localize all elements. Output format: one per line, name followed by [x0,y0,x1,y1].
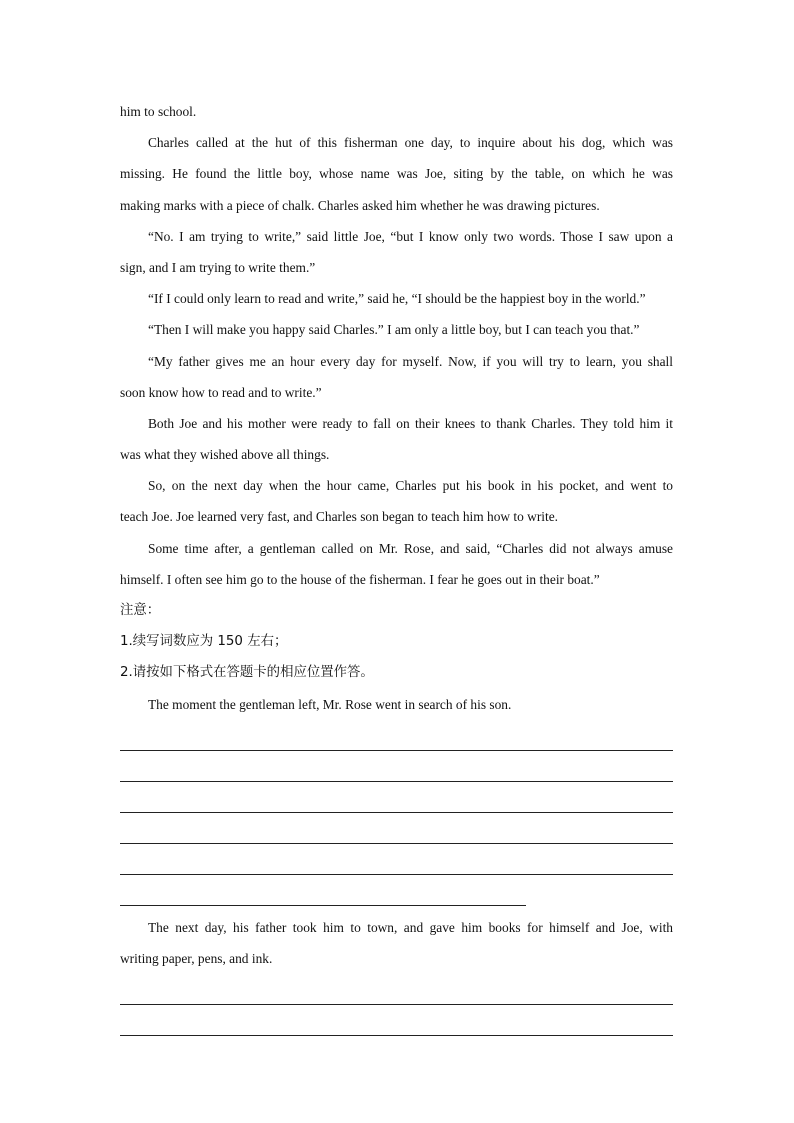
answer-line[interactable] [120,974,673,1005]
paragraph-line: Some time after, a gentleman called on Mr. Rose, and said, “Charles did not always amuse [148,540,673,556]
paragraph-line: missing. He found the little boy, whose name was Joe, siting by the table, on which he was [120,166,673,182]
paragraph-line: “No. I am trying to write,” said little Joe, “but I know only two words. Those I saw upon a [148,228,673,244]
page-content [120,96,673,1036]
story-paragraph [120,346,673,408]
paragraph-line: teach Joe. Joe learned very fast, and Charles son began to teach him how to write. [120,509,559,525]
notes-heading: 注意： [120,603,161,618]
story-paragraph [120,533,673,595]
answer-line[interactable] [120,782,673,813]
note-item: 1.续写词数应为 150 左右； [120,634,288,650]
story-paragraph [120,314,673,345]
answer-line[interactable] [120,844,673,875]
answer-line[interactable] [120,1005,673,1036]
continuation-prompt-second [120,912,673,974]
paragraph-line: Both Joe and his mother were ready to fall on their knees to thank Charles. They told him it [148,415,673,431]
paragraph-line: himself. I often see him go to the house of the fisherman. I fear he goes out in their boat.” [120,571,600,587]
paragraph-line: “My father gives me an hour every day for myself. Now, if you will try to learn, you shall [148,353,673,369]
story-paragraph [120,221,673,283]
paragraph-line: sign, and I am trying to write them.” [120,259,316,275]
paragraph-line: him to school. [120,104,197,119]
paragraph-line: The next day, his father took him to town, and gave him books for himself and Joe, with [148,919,673,935]
answer-line[interactable] [120,751,673,782]
note-item: 2.请按如下格式在答题卡的相应位置作答。 [120,665,374,681]
story-paragraph [120,470,673,532]
answer-lines-first [120,720,673,906]
notes-section [120,595,673,689]
continuation-prompt-first: The moment the gentleman left, Mr. Rose went in search of his son. [148,696,512,712]
paragraph-line: making marks with a piece of chalk. Charles asked him whether he was drawing pictures. [120,197,600,213]
story-paragraph [120,127,673,221]
paragraph-line: So, on the next day when the hour came, Charles put his book in his pocket, and went to [148,478,673,494]
story-paragraph [120,408,673,470]
story-paragraph [120,96,673,127]
answer-line[interactable] [120,875,673,906]
story-paragraph [120,283,673,314]
paragraph-line: “Then I will make you happy said Charles.” I am only a little boy, but I can teach you that.” [148,322,640,338]
answer-line[interactable] [120,720,673,751]
paragraph-line: writing paper, pens, and ink. [120,950,273,966]
paragraph-line: soon know how to read and to write.” [120,384,322,400]
answer-line[interactable] [120,813,673,844]
answer-lines-second [120,974,673,1036]
paragraph-line: Charles called at the hut of this fisherman one day, to inquire about his dog, which was [148,135,673,151]
paragraph-line: “If I could only learn to read and write,” said he, “I should be the happiest boy in the world.” [148,291,646,307]
paragraph-line: was what they wished above all things. [120,447,330,463]
